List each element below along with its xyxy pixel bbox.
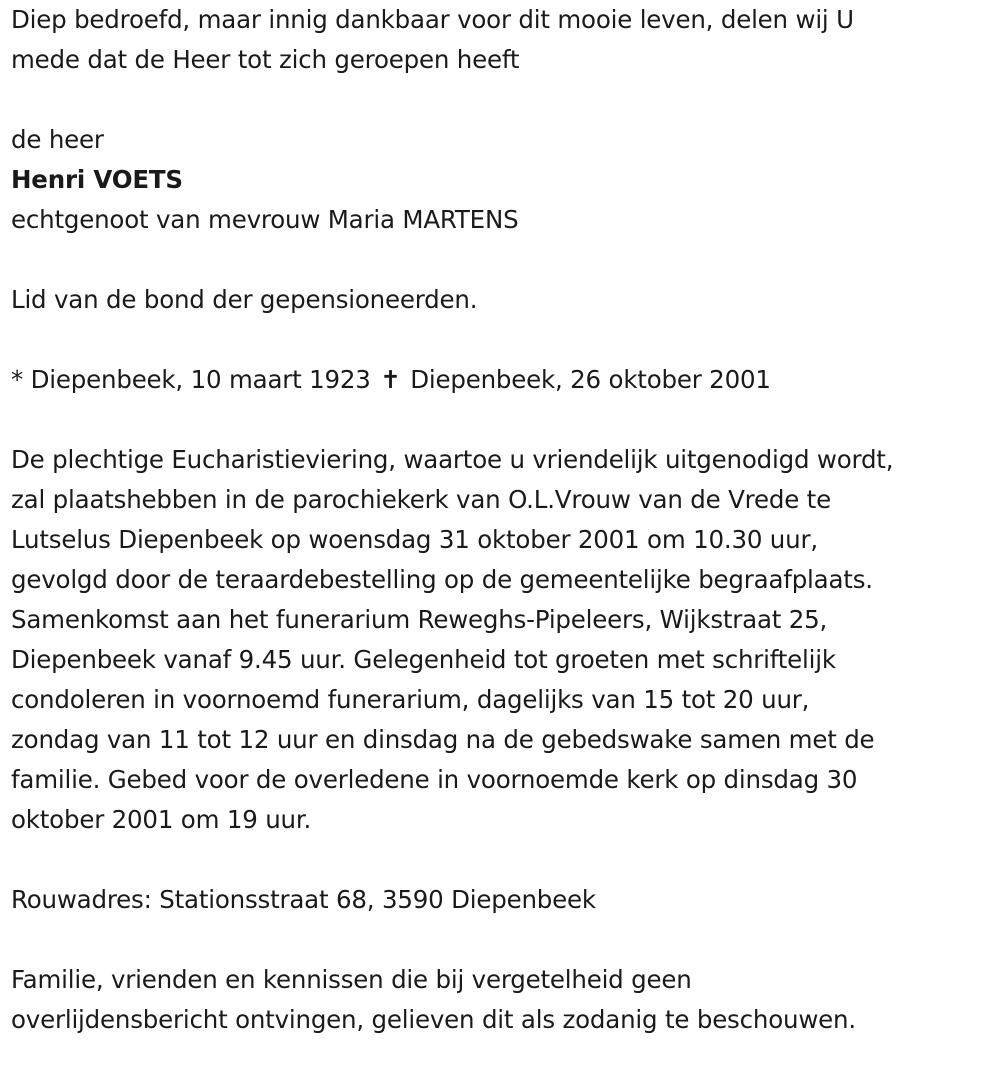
title-prefix: de heer (11, 125, 104, 154)
death-info: Diepenbeek, 26 oktober 2001 (410, 365, 771, 394)
intro-line: mede dat de Heer tot zich geroepen heeft (11, 45, 520, 74)
ceremony-line: familie. Gebed voor de overledene in voornoemde kerk op dinsdag 30 (11, 765, 858, 794)
ceremony-line: De plechtige Eucharistieviering, waartoe u vriendelijk uitgenodigd wordt, (11, 445, 894, 474)
cross-icon: ✝ (380, 365, 401, 394)
ceremony-line: oktober 2001 om 19 uur. (11, 805, 312, 834)
ceremony-line: condoleren in voornoemd funerarium, dagelijks van 15 tot 20 uur, (11, 685, 810, 714)
closing-line: overlijdensbericht ontvingen, gelieven dit als zodanig te beschouwen. (11, 1005, 856, 1034)
dates-line (11, 360, 996, 400)
ceremony-line: gevolgd door de teraardebestelling op de gemeentelijke begraafplaats. (11, 565, 873, 594)
ceremony-line: Diepenbeek vanaf 9.45 uur. Gelegenheid tot groeten met schriftelijk (11, 645, 836, 674)
ceremony-paragraph (11, 440, 996, 840)
ceremony-line: zal plaatshebben in de parochiekerk van O.L.Vrouw van de Vrede te (11, 485, 831, 514)
address-line: Rouwadres: Stationsstraat 68, 3590 Diepenbeek (11, 885, 596, 914)
ceremony-line: Samenkomst aan het funerarium Reweghs-Pipeleers, Wijkstraat 25, (11, 605, 828, 634)
death-notice (11, 0, 996, 1040)
ceremony-line: zondag van 11 tot 12 uur en dinsdag na de gebedswake samen met de (11, 725, 875, 754)
spouse-line: echtgenoot van mevrouw Maria MARTENS (11, 205, 519, 234)
closing-paragraph (11, 960, 996, 1040)
birth-info: * Diepenbeek, 10 maart 1923 (11, 365, 371, 394)
ceremony-line: Lutselus Diepenbeek op woensdag 31 oktober 2001 om 10.30 uur, (11, 525, 818, 554)
intro-paragraph (11, 0, 996, 80)
membership-line: Lid van de bond der gepensioneerden. (11, 285, 478, 314)
intro-line: Diep bedroefd, maar innig dankbaar voor dit mooie leven, delen wij U (11, 5, 854, 34)
deceased-name: Henri VOETS (11, 165, 183, 194)
closing-line: Familie, vrienden en kennissen die bij vergetelheid geen (11, 965, 692, 994)
